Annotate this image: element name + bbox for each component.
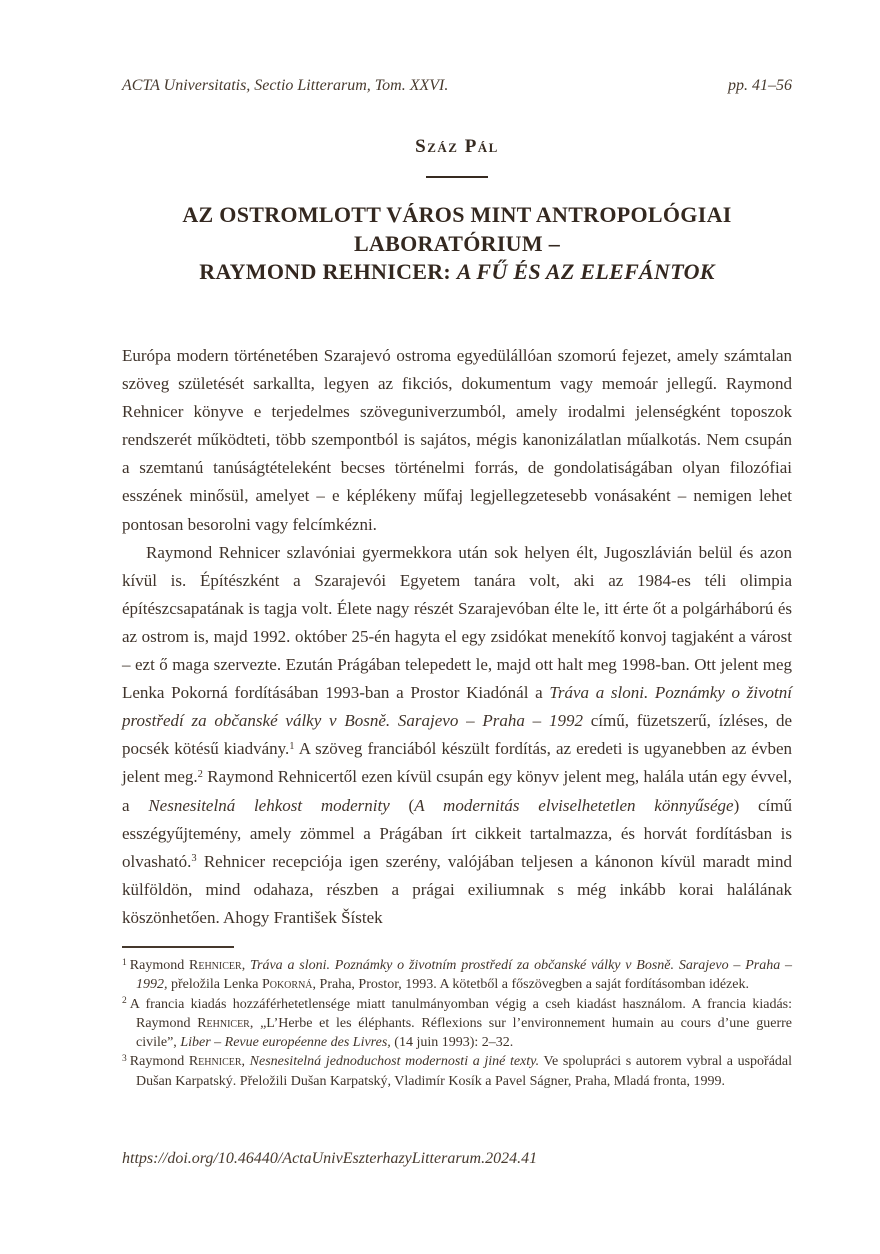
- text-run: AZ OSTROMLOTT VÁROS MINT ANTROPOLÓGIAI: [182, 202, 732, 227]
- text-run: , „L’Herbe et les éléphants. Réflexions sur l’environnement humain au cours d’une guerre civile”,: [136, 1015, 792, 1051]
- text-run: RAYMOND REHNICER:: [199, 259, 457, 284]
- footnote-divider-rule: [122, 946, 234, 948]
- text-run: Liber – Revue européenne des Livres,: [180, 1035, 391, 1051]
- text-run: Raymond Rehnicertől ezen kívül csupán egy könyv jelent meg, halála után egy évvel, a: [122, 767, 792, 815]
- footnote-ref: 1: [289, 741, 295, 753]
- title-line: [122, 258, 792, 287]
- running-head: [122, 77, 792, 95]
- text-run: A francia kiadás hozzáférhetetlensége miatt tanulmányomban végig a cseh kiadást használom. A francia kiadás: Raymond: [129, 996, 792, 1031]
- text-run: című, füzetszerű, ízléses, de pocsék kötésű kiadvány.: [122, 711, 792, 759]
- page-range: pp. 41–56: [728, 77, 792, 94]
- author-name: Száz Pál: [415, 136, 499, 157]
- footnote-ref: 2: [197, 769, 203, 781]
- text-run: (: [389, 795, 415, 815]
- footnote-number: 2: [122, 996, 127, 1007]
- text-run: Raymond: [129, 958, 190, 973]
- text-run: , Praha, Prostor, 1993. A kötetből a főszövegben a saját fordításomban idézek.: [312, 977, 749, 993]
- footnote: [122, 956, 792, 995]
- text-run: ,: [241, 1054, 250, 1070]
- text-run: Rehnicer: [189, 958, 242, 973]
- footnote-number: 3: [122, 1054, 127, 1065]
- article-title: [122, 201, 792, 287]
- doi-link[interactable]: https://doi.org/10.46440/ActaUnivEszterhazyLitterarum.2024.41: [122, 1150, 538, 1167]
- footnote: [122, 1052, 792, 1091]
- text-run: Raymond: [129, 1054, 189, 1070]
- title-line: [122, 201, 792, 230]
- text-run: Pokorná: [261, 977, 313, 993]
- text-run: Nesnesitelná lehkost modernity: [148, 795, 390, 815]
- text-run: Európa modern történetében Szarajevó ostroma egyedülállóan szomorú fejezet, amely számtalan szöveg születését sarkallta, legyen az fikciós, dokumentum vagy memoár jellegű. Raymond Rehnicer könyve e terjedelmes szöveguniverzumból, amely irodalmi jelenségként toposzok rendszerét működteti, több szempontból is sajátos, mégis kanonizálatlan műalkotás. Nem csupán a szemtanú tanúságtételeként becses történelmi forrás, de gondolatiságában olyan filozófiai esszének minősül, amelyet – e képlékeny műfaj legjellegzetesebb vonásaként – nemigen lehet pontosan besorolni vagy felcímkézni.: [122, 346, 792, 534]
- article-body: [122, 342, 792, 932]
- footnotes: [122, 956, 792, 1091]
- journal-title: ACTA Universitatis, Sectio Litterarum, Tom. XXVI.: [122, 77, 449, 94]
- text-run: A szöveg franciából készült fordítás, az eredeti is ugyanebben az évben jelent meg.: [122, 739, 792, 787]
- text-run: LABORATÓRIUM –: [353, 230, 561, 256]
- author-divider-rule: [426, 176, 488, 178]
- text-run: Raymond Rehnicer szlavóniai gyermekkora után sok helyen élt, Jugoszlávián belül és azon kívül is. Építészként a Szarajevói Egyetem tanára volt, aki az 1984-es téli olimpia építészcsapatának is tagja volt. Élete nagy részét Szarajevóban élte le, itt érte őt a polgárháború és az ostrom is, majd 1992. október 25-én hagyta el egy zsidókat menekítő konvoj tagjaként a várost – ezt ő maga szervezte. Ezután Prágában telepedett le, majd ott halt meg 1998-ban. Ott jelent meg Lenka Pokorná fordításában 1993-ban a Prostor Kiadónál a: [122, 542, 792, 703]
- text-run: přeložila Lenka: [167, 977, 262, 993]
- text-run: A FŰ ÉS AZ ELEFÁNTOK: [456, 259, 715, 284]
- footnote-ref: 3: [191, 853, 197, 865]
- text-run: Ve spolupráci s autorem vybral a uspořádal Dušan Karpatský. Přeložili Dušan Karpatský, Vladimír Kosík a Pavel Ságner, Praha, Mladá fronta, 1999.: [136, 1054, 793, 1089]
- footnote-number: 1: [122, 957, 127, 968]
- footnote: [122, 995, 792, 1053]
- text-run: Rehnicer: [188, 1054, 242, 1070]
- text-run: Tráva a sloni. Poznámky o životním prostředí za občanské války v Bosně. Sarajevo – Praha – 1992,: [136, 958, 792, 993]
- text-run: A modernitás elviselhetetlen könnyűsége: [414, 795, 734, 815]
- text-run: ) című esszégyűjtemény, amely zömmel a Prágában írt cikkeit tartalmazza, és horvát fordításban is olvasható.: [122, 795, 793, 871]
- text-run: Tráva a sloni. Poznámky o životní prostředí za občanské války v Bosně. Sarajevo – Praha – 1992: [122, 683, 792, 731]
- text-run: Nesnesitelná jednoduchost modernosti a jiné texty.: [249, 1054, 540, 1070]
- paragraph: [122, 539, 792, 932]
- text-run: ,: [241, 958, 250, 973]
- text-run: Rehnicer: [197, 1015, 250, 1031]
- text-run: (14 juin 1993): 2–32.: [390, 1035, 514, 1051]
- title-line: [122, 230, 792, 259]
- paragraph: [122, 342, 792, 539]
- text-run: Rehnicer recepciója igen szerény, valójában teljesen a kánonon kívül maradt mind külföldön, mind odahaza, részben a prágai exiliumnak s még inkább korai halálának köszönhetően. Ahogy František Šístek: [122, 851, 792, 927]
